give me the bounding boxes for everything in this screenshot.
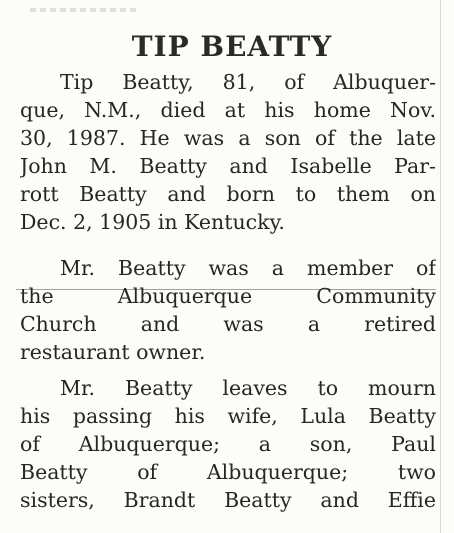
obituary-line: the Albuquerque Community [20,284,436,308]
obituary-headline: TIP BEATTY [131,30,333,63]
faint-top-print [30,8,140,12]
obituary-line: Beatty of Albuquerque; two [20,460,436,484]
obituary-line: his passing his wife, Lula Beatty [20,404,436,428]
obituary-line: rott Beatty and born to them on [20,182,436,206]
obituary-line: Tip Beatty, 81, of Albuquer- [60,70,436,94]
obituary-line: Mr. Beatty was a member of [60,256,436,280]
obituary-line: que, N.M., died at his home Nov. [20,98,436,122]
obituary-line: sisters, Brandt Beatty and Effie [20,488,436,512]
obituary-line: John M. Beatty and Isabelle Par- [20,154,436,178]
obituary-line: 30, 1987. He was a son of the late [20,126,436,150]
obituary-line: Mr. Beatty leaves to mourn [60,376,436,400]
column-edge [440,0,441,533]
obituary-line: Dec. 2, 1905 in Kentucky. [20,210,285,234]
obituary-line: of Albuquerque; a son, Paul [20,432,436,456]
obituary-line: Church and was a retired [20,312,436,336]
obituary-line: restaurant owner. [20,340,206,364]
